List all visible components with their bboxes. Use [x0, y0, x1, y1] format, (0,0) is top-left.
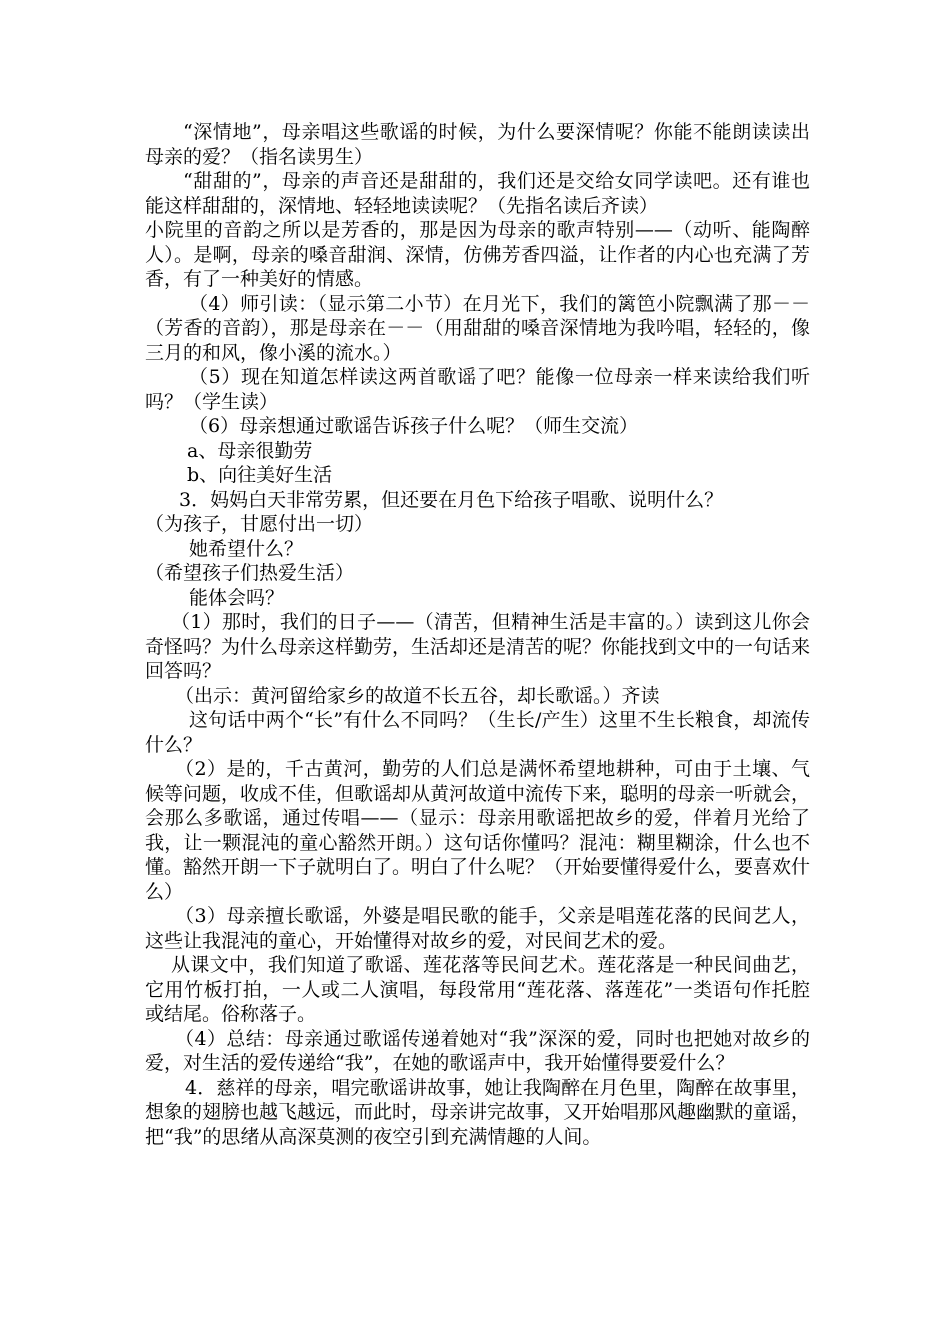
paragraph-sub-3: （3）母亲擅长歌谣，外婆是唱民歌的能手，父亲是唱莲花落的民间艺人，这些让我混沌的童心，开始懂得对故乡的爱，对民间艺术的爱。	[145, 905, 810, 952]
paragraph-answer-hope: （希望孩子们热爱生活）	[145, 562, 355, 584]
paragraph-step-5: （5）现在知道怎样读这两首歌谣了吧？能像一位母亲一样来读给我们听吗？（学生读）	[145, 366, 810, 413]
paragraph-step-6: （6）母亲想通过歌谣告诉孩子什么呢？（师生交流）	[189, 415, 639, 437]
document-page	[145, 120, 810, 1149]
list-item-a: a、母亲很勤劳	[187, 439, 313, 462]
paragraph-sub-1: （1）那时，我们的日子——（清苦，但精神生活是丰富的。）读到这儿你会奇怪吗？为什么母亲这样勤劳，生活却还是清苦的呢？你能找到文中的一句话来回答吗？	[145, 611, 811, 682]
paragraph-two-chang: 这句话中两个“长”有什么不同吗？（生长/产生）这里不生长粮食，却流传什么？	[145, 709, 810, 756]
paragraph-fragrant-rhyme: 小院里的音韵之所以是芳香的，那是因为母亲的歌声特别——（动听、能陶醉人）。是啊，母亲的嗓音甜润、深情，仿佛芳香四溢，让作者的内心也充满了芳香，有了一种美好的情感。	[145, 219, 810, 290]
paragraph-question-understand: 能体会吗？	[189, 586, 285, 609]
paragraph-lianhualuo: 从课文中，我们知道了歌谣、莲花落等民间艺术。莲花落是一种民间曲艺，它用竹板打拍，一人或二人演唱，每段常用“莲花落、落莲花”一类语句作托腔或结尾。俗称落子。	[145, 954, 810, 1025]
paragraph-sub-2: （2）是的，千古黄河，勤劳的人们总是满怀希望地耕种，可由于土壤、气候等问题，收成不佳，但歌谣却从黄河故道中流传下来，聪明的母亲一听就会，会那么多歌谣，通过传唱——（显示：母亲用歌谣把故乡的爱，伴着月光给了我，让一颗混沌的童心豁然开朗。）这句话你懂吗？混沌：糊里糊涂，什么也不懂。豁然开朗一下子就明白了。明白了什么呢？（开始要懂得爱什么，要喜欢什么）	[145, 758, 811, 903]
paragraph-sub-4-summary: （4）总结：母亲通过歌谣传递着她对“我”深深的爱，同时也把她对故乡的爱，对生活的爱传递给“我”，在她的歌谣声中，我开始懂得要爱什么？	[145, 1027, 810, 1074]
paragraph-question-hope: 她希望什么？	[189, 537, 304, 560]
paragraph-answer-sacrifice: （为孩子，甘愿付出一切）	[145, 513, 374, 535]
paragraph-section-3: 3．妈妈白天非常劳累，但还要在月色下给孩子唱歌、说明什么？	[179, 488, 724, 511]
list-item-b: b、向往美好生活	[187, 464, 333, 486]
paragraph-show-sentence: （出示：黄河留给家乡的故道不长五谷，却长歌谣。）齐读	[175, 684, 660, 707]
paragraph-section-4: 4．慈祥的母亲，唱完歌谣讲故事，她让我陶醉在月色里，陶醉在故事里，想象的翅膀也越飞越远，而此时，母亲讲完故事，又开始唱那风趣幽默的童谣，把“我”的思绪从高深莫测的夜空引到充满情趣的人间。	[145, 1076, 811, 1148]
paragraph-deep-feeling: “深情地”，母亲唱这些歌谣的时候，为什么要深情呢？你能不能朗读读出母亲的爱？（指名读男生）	[145, 121, 810, 168]
paragraph-sweet-voice: “甜甜的”，母亲的声音还是甜甜的，我们还是交给女同学读吧。还有谁也能这样甜甜的，深情地、轻轻地读读呢？（先指名读后齐读）	[145, 170, 810, 217]
paragraph-step-4-guided-reading: （4）师引读：（显示第二小节）在月光下，我们的篱笆小院飘满了那－－（芳香的音韵），那是母亲在－－（用甜甜的嗓音深情地为我吟唱，轻轻的，像三月的和风，像小溪的流水。）	[145, 292, 810, 364]
